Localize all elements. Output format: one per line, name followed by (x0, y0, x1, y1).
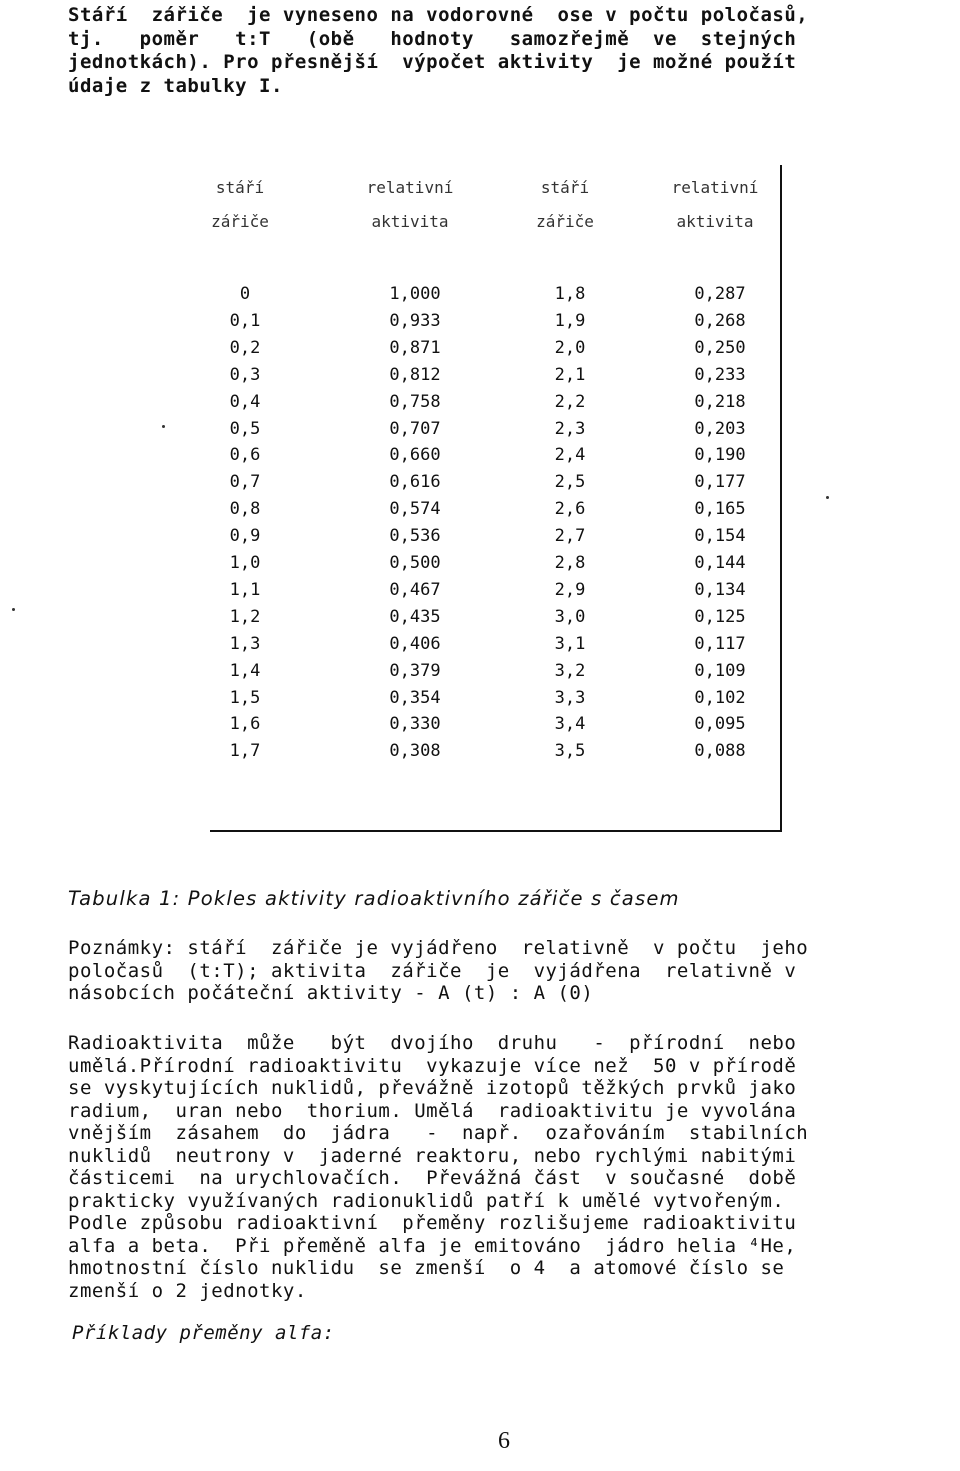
table-cell: 1,9 (554, 310, 586, 331)
table-cell: 0,109 (694, 660, 746, 681)
scan-speck (12, 608, 15, 611)
table-cell: 0,379 (389, 660, 441, 681)
table-cell: 1,5 (229, 687, 261, 708)
table-cell: 3,1 (554, 633, 586, 654)
table-row (210, 688, 780, 713)
table-cell: 1,4 (229, 660, 261, 681)
table-cell: 0,308 (389, 741, 441, 762)
table-cell: 0,088 (694, 741, 746, 762)
table-cell: 0,536 (389, 526, 441, 547)
table-cell: 0,500 (389, 553, 441, 573)
table-cell: 0,165 (694, 499, 746, 520)
table-cell: 2,9 (554, 579, 586, 600)
table-cell: 0,134 (694, 579, 746, 600)
table-row (210, 419, 780, 444)
table-row (210, 526, 780, 551)
table-cell: 2,5 (554, 472, 586, 493)
header-line: stáří (540, 178, 590, 197)
table-row (210, 472, 780, 497)
table-row (210, 284, 780, 309)
table-row (210, 311, 780, 336)
table-cell: 0,6 (229, 445, 261, 466)
table-header-age-1 (190, 175, 290, 235)
table-cell: 0,4 (229, 391, 261, 412)
header-line: aktivita (371, 212, 449, 231)
table-row (210, 661, 780, 686)
table-cell: 0,330 (389, 714, 441, 735)
table-cell: 0,354 (389, 687, 441, 708)
table-row (210, 392, 780, 417)
table-cell: 0,7 (229, 472, 261, 493)
table-cell: 0,287 (694, 284, 746, 304)
table-cell: 0,2 (229, 337, 261, 358)
table-cell: 1,000 (389, 284, 441, 304)
table-cell: 1,1 (229, 579, 261, 600)
table-cell: 0,707 (389, 418, 441, 439)
intro-paragraph: Stáří zářiče je vyneseno na vodorovné ose v počtu poločasů, tj. poměr t:T (obě hodnoty samozřejmě ve stejných jednotkách). Pro přesnější výpočet aktivity je možné použít údaje z tabulky I. (68, 4, 809, 97)
notes-paragraph: Poznámky: stáří zářiče je vyjádřeno relativně v počtu jeho poločasů (t:T); aktivita zářiče je vyjádřena relativně v násobcích počáteční aktivity - A (t) : A (0) (68, 937, 809, 1004)
examples-heading: Příklady přeměny alfa: (72, 1322, 335, 1344)
table-cell: 0,616 (389, 472, 441, 493)
table-cell: 0,5 (229, 418, 261, 439)
page-number: 6 (498, 1428, 510, 1454)
table-cell: 2,3 (554, 418, 586, 439)
table-cell: 0,435 (389, 606, 441, 627)
table-row (210, 634, 780, 659)
table-header-activity-1 (330, 175, 490, 235)
body-paragraph: Radioaktivita může být dvojího druhu - přírodní nebo umělá.Přírodní radioaktivitu vykazuje více než 50 v přírodě se vyskytujících nuklidů, převážně izotopů těžkých prvků jako radium, uran nebo thorium. Umělá radioaktivitu je vyvolána vnějším zásahem do jádra - např. ozařováním stabilních nuklidů neutrony v jaderné reaktoru, nebo rychlými nabitými částicemi na urychlovačích. Převážná část v současné době prakticky využívaných radionuklidů patří k umělé vytvořeným. Podle způsobu radioaktivní přeměny rozlišujeme radioaktivitu alfa a beta. Při přeměně alfa je emitováno jádro helia ⁴He, hmotnostní číslo nuklidu se zmenší o 4 a atomové číslo se zmenší o 2 jednotky. (68, 1032, 809, 1302)
table-header-age-2 (520, 175, 610, 235)
table-cell: 1,3 (229, 633, 261, 654)
table-cell: 0,574 (389, 499, 441, 520)
table-cell: 0,812 (389, 364, 441, 385)
table-cell: 1,6 (229, 714, 261, 735)
table-cell: 0,1 (229, 310, 261, 331)
table-cell: 0,190 (694, 445, 746, 466)
table-header-activity-2 (645, 175, 785, 235)
activity-table (210, 165, 782, 832)
table-row (210, 553, 780, 578)
table-cell: 0,095 (694, 714, 746, 735)
table-cell: 0,125 (694, 606, 746, 627)
table-cell: 2,2 (554, 391, 586, 412)
table-cell: 0,154 (694, 526, 746, 547)
table-row (210, 445, 780, 470)
table-row (210, 499, 780, 524)
table-cell: 0,233 (694, 364, 746, 385)
scan-speck (162, 425, 165, 428)
table-cell: 3,5 (554, 741, 586, 762)
scan-speck (826, 496, 829, 499)
table-cell: 3,2 (554, 660, 586, 681)
table-cell: 0,117 (694, 633, 746, 654)
table-row (210, 741, 780, 766)
table-cell: 0,177 (694, 472, 746, 493)
table-cell: 1,7 (229, 741, 261, 762)
table-cell: 0,758 (389, 391, 441, 412)
table-cell: 0 (239, 284, 251, 304)
table-cell: 0,467 (389, 579, 441, 600)
header-line: stáří (215, 178, 265, 197)
table-cell: 0,102 (694, 687, 746, 708)
table-cell: 0,871 (389, 337, 441, 358)
table-row (210, 580, 780, 605)
table-cell: 0,250 (694, 337, 746, 358)
table-cell: 0,9 (229, 526, 261, 547)
table-cell: 2,0 (554, 337, 586, 358)
table-cell: 3,3 (554, 687, 586, 708)
table-cell: 0,268 (694, 310, 746, 331)
table-cell: 2,6 (554, 499, 586, 520)
table-cell: 1,2 (229, 606, 261, 627)
header-line: zářiče (536, 212, 594, 231)
table-cell: 0,8 (229, 499, 261, 520)
header-line: aktivita (676, 212, 754, 231)
table-cell: 3,0 (554, 606, 586, 627)
table-caption: Tabulka 1: Pokles aktivity radioaktivního zářiče s časem (68, 887, 680, 910)
header-line: relativní (366, 178, 454, 197)
table-cell: 0,203 (694, 418, 746, 439)
table-cell: 0,3 (229, 364, 261, 385)
table-cell: 2,1 (554, 364, 586, 385)
table-cell: 0,218 (694, 391, 746, 412)
table-cell: 0,933 (389, 310, 441, 331)
table-cell: 1,0 (229, 553, 261, 573)
table-cell: 3,4 (554, 714, 586, 735)
table-cell: 2,4 (554, 445, 586, 466)
table-row (210, 714, 780, 739)
table-row (210, 365, 780, 390)
table-cell: 0,660 (389, 445, 441, 466)
table-cell: 0,406 (389, 633, 441, 654)
table-cell: 2,8 (554, 553, 586, 573)
table-cell: 0,144 (694, 553, 746, 573)
table-row (210, 338, 780, 363)
table-cell: 2,7 (554, 526, 586, 547)
table-row (210, 607, 780, 632)
header-line: relativní (671, 178, 759, 197)
header-line: zářiče (211, 212, 269, 231)
table-cell: 1,8 (554, 284, 586, 304)
